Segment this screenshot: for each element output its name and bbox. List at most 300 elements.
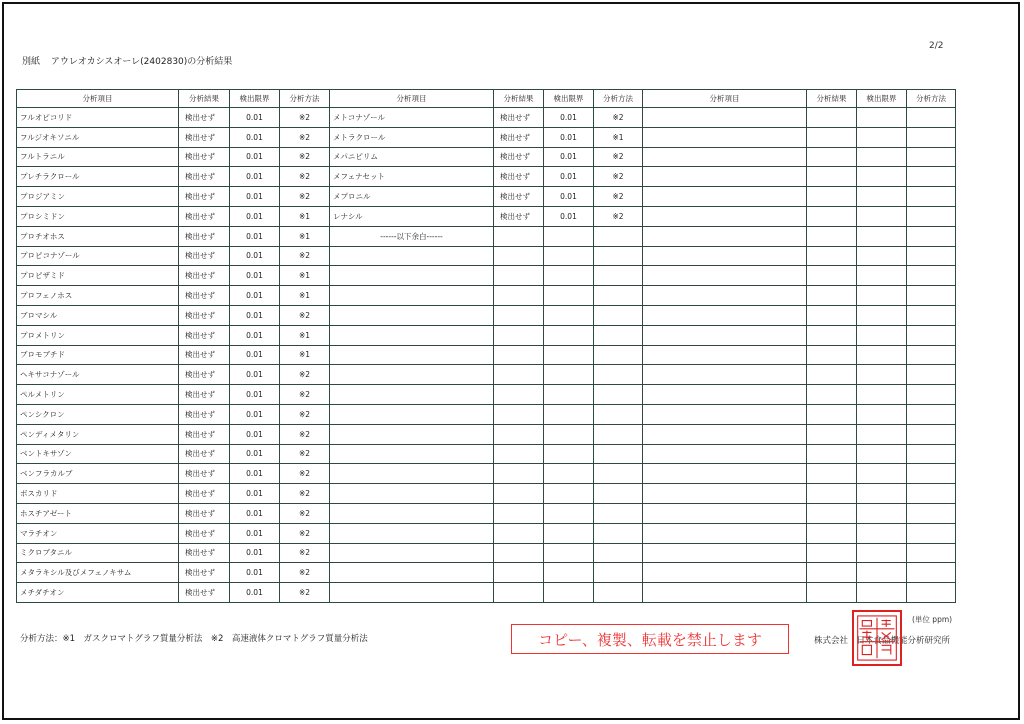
limit-cell: 0.01 [230,424,280,444]
empty-cell [907,444,956,464]
empty-cell [544,404,594,424]
method-cell: ※2 [594,108,643,128]
result-cell: 検出せず [179,543,230,563]
result-cell: 検出せず [179,127,230,147]
empty-cell [643,543,807,563]
empty-cell [544,365,594,385]
empty-cell [907,424,956,444]
result-cell: 検出せず [494,167,544,187]
empty-cell [857,305,907,325]
table-row [17,424,330,444]
limit-cell: 0.01 [230,305,280,325]
limit-cell: 0.01 [230,167,280,187]
limit-cell: 0.01 [230,365,280,385]
empty-cell [643,345,807,365]
empty-cell [594,246,643,266]
limit-cell: 0.01 [230,108,280,128]
analyte-name: メトコナゾール [330,108,494,128]
empty-cell [807,503,857,523]
column-header-method: 分析方法 [280,90,330,108]
empty-cell [807,444,857,464]
result-cell: 検出せず [179,206,230,226]
limit-cell: 0.01 [230,484,280,504]
empty-cell [857,464,907,484]
table-row [330,147,643,167]
limit-cell: 0.01 [230,404,280,424]
empty-cell [857,226,907,246]
empty-cell [857,206,907,226]
result-cell: 検出せず [494,127,544,147]
empty-cell [544,246,594,266]
limit-cell: 0.01 [230,444,280,464]
method-cell: ※2 [280,365,330,385]
limit-cell: 0.01 [230,226,280,246]
empty-cell [330,266,494,286]
empty-cell [643,147,807,167]
result-cell: 検出せず [179,523,230,543]
empty-cell [643,305,807,325]
empty-cell [857,365,907,385]
empty-cell [594,385,643,405]
limit-cell: 0.01 [230,464,280,484]
empty-cell [494,583,544,603]
table-row [643,503,956,523]
table-row [643,385,956,405]
method-cell: ※2 [280,444,330,464]
table-row [330,523,643,543]
method-cell: ※2 [280,583,330,603]
table-row [330,266,643,286]
table-row [643,147,956,167]
empty-cell [544,385,594,405]
empty-cell [907,563,956,583]
table-row [17,127,330,147]
empty-cell [544,543,594,563]
empty-cell [907,167,956,187]
empty-cell [857,345,907,365]
result-cell: 検出せず [179,266,230,286]
table-row [330,424,643,444]
limit-cell: 0.01 [230,325,280,345]
empty-cell [857,246,907,266]
method-cell: ※2 [280,404,330,424]
table-row [17,187,330,207]
empty-cell [594,444,643,464]
method-cell: ※2 [280,127,330,147]
result-cell: 検出せず [179,305,230,325]
table-header-row [330,90,643,108]
result-cell: 検出せず [494,147,544,167]
analyte-name: メプロニル [330,187,494,207]
analyte-name: プロメトリン [17,325,179,345]
empty-cell [907,286,956,306]
method-cell: ※2 [280,503,330,523]
empty-cell [643,365,807,385]
empty-cell [807,385,857,405]
method-cell: ※2 [594,187,643,207]
empty-cell [544,286,594,306]
header-label: 別紙 [22,57,41,67]
empty-cell [807,147,857,167]
column-header-item: 分析項目 [643,90,807,108]
result-cell: 検出せず [494,206,544,226]
empty-cell [594,424,643,444]
method-cell: ※2 [280,385,330,405]
analyte-name: ブロマシル [17,305,179,325]
empty-cell [643,444,807,464]
limit-cell: 0.01 [230,523,280,543]
empty-cell [330,583,494,603]
results-table-3 [642,89,956,603]
column-header-limit: 検出限界 [544,90,594,108]
method-cell: ※2 [280,424,330,444]
table-row [17,583,330,603]
empty-cell [643,206,807,226]
empty-cell [807,226,857,246]
table-row [643,305,956,325]
result-cell: 検出せず [179,563,230,583]
limit-cell: 0.01 [230,583,280,603]
table-row [17,404,330,424]
table-row [643,108,956,128]
table-row [17,246,330,266]
analyte-name: ヘキサコナゾール [17,365,179,385]
analyte-name: プロフェノホス [17,286,179,306]
empty-cell [907,325,956,345]
empty-cell [807,484,857,504]
table-row [643,226,956,246]
empty-cell [594,484,643,504]
table-row [17,147,330,167]
empty-cell [907,147,956,167]
table-header-row [643,90,956,108]
table-row [643,365,956,385]
analyte-name: ベントキサゾン [17,444,179,464]
result-cell: 検出せず [179,286,230,306]
empty-cell [807,266,857,286]
method-cell: ※2 [594,167,643,187]
empty-cell [907,365,956,385]
empty-cell [594,523,643,543]
table-row [17,365,330,385]
table-row [330,563,643,583]
table-row [17,108,330,128]
table-row [643,187,956,207]
table-row [330,286,643,306]
table-row [330,543,643,563]
table-row [17,464,330,484]
table-row [17,266,330,286]
analyte-name: メフェナセット [330,167,494,187]
column-header-result: 分析結果 [179,90,230,108]
empty-cell [494,365,544,385]
empty-cell [544,226,594,246]
empty-cell [494,266,544,286]
empty-cell [330,286,494,306]
result-cell: 検出せず [179,147,230,167]
analyte-name: プレチラクロール [17,167,179,187]
table-row [643,424,956,444]
empty-cell [643,286,807,306]
method-cell: ※1 [280,325,330,345]
empty-cell [544,345,594,365]
table-row [330,127,643,147]
empty-cell [494,305,544,325]
empty-cell [857,444,907,464]
empty-cell [643,187,807,207]
empty-cell [594,266,643,286]
table-row [643,266,956,286]
results-table-1 [16,89,330,603]
result-cell: 検出せず [179,583,230,603]
analyte-name: フルトラニル [17,147,179,167]
empty-cell [494,226,544,246]
analyte-name: ベンフラカルブ [17,464,179,484]
empty-cell [544,444,594,464]
empty-cell [594,365,643,385]
analyte-name: ホスチアゼート [17,503,179,523]
table-row [330,305,643,325]
method-cell: ※2 [280,484,330,504]
empty-cell [594,543,643,563]
result-cell: 検出せず [179,404,230,424]
column-header-method: 分析方法 [907,90,956,108]
empty-cell [857,543,907,563]
empty-cell [807,286,857,306]
result-cell: 検出せず [179,187,230,207]
empty-cell [330,325,494,345]
result-cell: 検出せず [179,325,230,345]
result-cell: 検出せず [179,503,230,523]
table-row [17,563,330,583]
page-number: 2/2 [929,41,944,51]
empty-cell [807,187,857,207]
method-cell: ※1 [280,206,330,226]
method-cell: ※2 [594,206,643,226]
empty-cell [643,404,807,424]
empty-cell [544,325,594,345]
analyte-name: メタラキシル及びメフェノキサム [17,563,179,583]
empty-cell [544,266,594,286]
method-cell: ※2 [280,523,330,543]
empty-cell [594,503,643,523]
table-row [643,206,956,226]
column-header-item: 分析項目 [17,90,179,108]
table-row [17,444,330,464]
result-cell: 検出せず [179,365,230,385]
limit-cell: 0.01 [544,187,594,207]
table-row [330,484,643,504]
method-cell: ※1 [280,266,330,286]
company-seal-stamp [852,610,902,666]
empty-cell [494,543,544,563]
empty-cell [857,187,907,207]
empty-cell [544,464,594,484]
analyte-name: レナシル [330,206,494,226]
table-row [330,503,643,523]
table-row [330,385,643,405]
empty-cell [907,226,956,246]
table-row [330,444,643,464]
empty-cell [544,484,594,504]
empty-cell [330,404,494,424]
empty-cell [807,206,857,226]
empty-cell [330,345,494,365]
table-row [17,226,330,246]
limit-cell: 0.01 [230,286,280,306]
empty-cell [643,266,807,286]
empty-cell [857,385,907,405]
empty-cell [907,583,956,603]
table-row [17,206,330,226]
analyte-name: メトラクロール [330,127,494,147]
empty-cell [494,563,544,583]
empty-cell [807,404,857,424]
empty-cell [907,127,956,147]
table-row [330,325,643,345]
limit-cell: 0.01 [230,345,280,365]
empty-cell [594,464,643,484]
empty-cell [544,424,594,444]
limit-cell: 0.01 [544,147,594,167]
limit-cell: 0.01 [544,127,594,147]
column-header-item: 分析項目 [330,90,494,108]
limit-cell: 0.01 [230,187,280,207]
table-row [17,345,330,365]
empty-cell [857,523,907,543]
empty-cell [330,246,494,266]
empty-cell [494,404,544,424]
table-row [330,583,643,603]
table-row [643,484,956,504]
method-cell: ※2 [594,147,643,167]
analyte-name: ペルメトリン [17,385,179,405]
empty-cell [857,147,907,167]
empty-cell [643,464,807,484]
table-row [17,503,330,523]
empty-cell [643,108,807,128]
column-header-limit: 検出限界 [857,90,907,108]
analyte-name: メパニピリム [330,147,494,167]
empty-cell [594,325,643,345]
empty-cell [857,484,907,504]
empty-cell [544,563,594,583]
analyte-name: フルジオキソニル [17,127,179,147]
empty-cell [494,424,544,444]
empty-cell [594,286,643,306]
empty-cell [544,523,594,543]
empty-cell [907,345,956,365]
empty-cell [807,523,857,543]
empty-cell [807,543,857,563]
table-row [643,404,956,424]
method-cell: ※1 [280,286,330,306]
empty-cell [594,305,643,325]
limit-cell: 0.01 [544,108,594,128]
empty-cell [594,226,643,246]
analyte-name: メチダチオン [17,583,179,603]
analyte-name: ミクロブタニル [17,543,179,563]
empty-cell [330,464,494,484]
empty-cell [857,563,907,583]
table-row [330,226,643,246]
table-row [17,543,330,563]
result-cell: 検出せず [179,226,230,246]
result-cell: 検出せず [179,246,230,266]
limit-cell: 0.01 [544,167,594,187]
empty-cell [643,385,807,405]
empty-cell [857,266,907,286]
method-cell: ※2 [280,563,330,583]
empty-cell [907,305,956,325]
empty-cell [594,404,643,424]
table-row [17,305,330,325]
empty-cell [330,484,494,504]
empty-cell [330,503,494,523]
empty-cell [494,523,544,543]
empty-cell [643,484,807,504]
empty-cell [544,305,594,325]
table-row [17,484,330,504]
table-row [330,187,643,207]
empty-cell [907,404,956,424]
empty-cell [807,305,857,325]
result-cell: 検出せず [179,484,230,504]
table-row [330,464,643,484]
table-row [17,167,330,187]
empty-cell [544,583,594,603]
table-row [643,583,956,603]
empty-cell [494,385,544,405]
table-row [330,404,643,424]
empty-cell [494,444,544,464]
table-row [643,543,956,563]
header-title: アウレオカシスオーレ(2402830)の分析結果 [50,57,233,67]
method-cell: ※2 [280,543,330,563]
empty-cell [807,167,857,187]
method-cell: ※2 [280,147,330,167]
empty-cell [494,464,544,484]
empty-cell [807,583,857,603]
analyte-name: プロピザミド [17,266,179,286]
seal-icon [854,612,900,664]
empty-cell [643,523,807,543]
method-cell: ※1 [594,127,643,147]
method-cell: ※2 [280,246,330,266]
result-cell: 検出せず [494,187,544,207]
table-row [330,365,643,385]
empty-cell [594,563,643,583]
method-cell: ※1 [280,226,330,246]
empty-cell [907,187,956,207]
analyte-name: ペンディメタリン [17,424,179,444]
analyte-name: プロチオホス [17,226,179,246]
result-cell: 検出せず [179,424,230,444]
empty-cell [494,345,544,365]
result-cell: 検出せず [179,167,230,187]
empty-cell [643,246,807,266]
empty-cell [330,424,494,444]
limit-cell: 0.01 [230,206,280,226]
empty-cell [494,246,544,266]
empty-cell [907,523,956,543]
limit-cell: 0.01 [230,147,280,167]
table-row [330,206,643,226]
empty-cell [857,404,907,424]
company-name: 株式会社 日本食品機能分析研究所 [814,636,951,646]
table-row [330,167,643,187]
analyte-name: プロジアミン [17,187,179,207]
